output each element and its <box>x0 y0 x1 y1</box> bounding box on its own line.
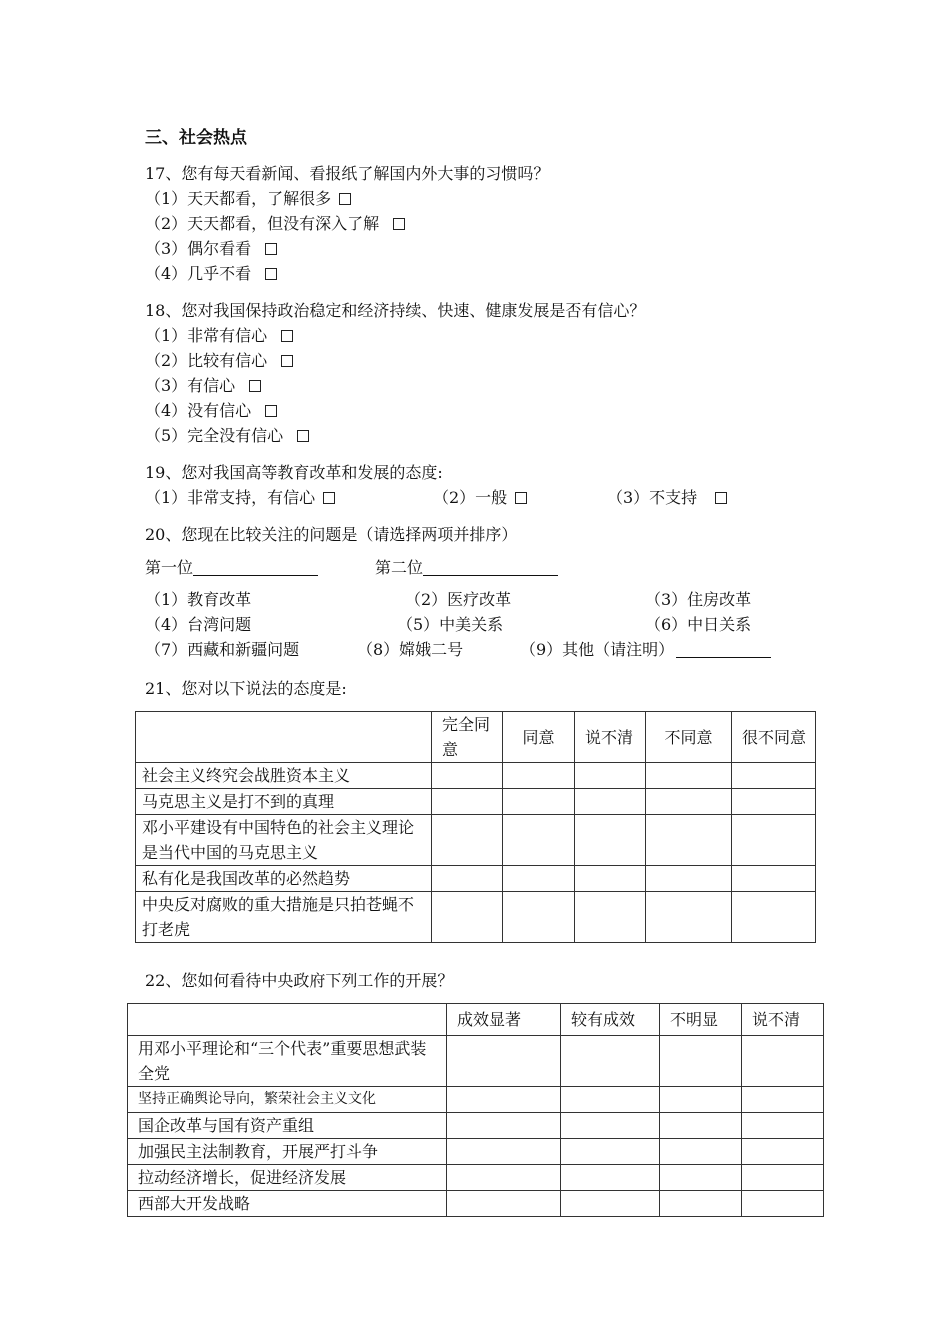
checkbox-square-icon[interactable] <box>323 492 335 504</box>
header-blank <box>128 1004 447 1036</box>
checkbox-square-icon[interactable] <box>515 492 527 504</box>
work-item-cell: 加强民主法制教育，开展严打斗争 <box>128 1139 447 1165</box>
q18-option-5-label: （5）完全没有信心 <box>145 426 284 445</box>
table-row <box>128 1191 824 1217</box>
q17-option-2[interactable] <box>145 213 405 235</box>
q20-option-8: （8）嫦娥二号 <box>357 640 464 659</box>
answer-cell[interactable] <box>575 815 646 866</box>
answer-cell[interactable] <box>432 892 503 943</box>
q20-option-6: （6）中日关系 <box>645 615 752 634</box>
answer-cell[interactable] <box>561 1191 660 1217</box>
answer-cell[interactable] <box>561 1139 660 1165</box>
q17-option-2-label: （2）天天都看，但没有深入了解 <box>145 214 380 233</box>
first-choice-label: 第一位 <box>145 558 194 577</box>
header-significant: 成效显著 <box>447 1004 561 1036</box>
q20-option-9-label: （9）其他（请注明） <box>520 640 675 659</box>
q18-option-1[interactable] <box>145 325 293 347</box>
q19-option-1[interactable] <box>145 487 335 509</box>
first-choice <box>145 557 318 579</box>
q19-option-2[interactable] <box>433 487 527 509</box>
q17-option-3[interactable] <box>145 238 277 260</box>
checkbox-square-icon[interactable] <box>265 268 277 280</box>
answer-cell[interactable] <box>732 789 816 815</box>
answer-cell[interactable] <box>742 1191 824 1217</box>
answer-cell[interactable] <box>732 892 816 943</box>
answer-cell[interactable] <box>575 789 646 815</box>
header-fully-agree: 完全同意 <box>432 712 503 763</box>
answer-cell[interactable] <box>575 892 646 943</box>
answer-cell[interactable] <box>503 815 575 866</box>
header-disagree: 不同意 <box>646 712 732 763</box>
header-unsure: 说不清 <box>742 1004 824 1036</box>
second-choice <box>375 557 558 579</box>
q18-option-2-label: （2）比较有信心 <box>145 351 268 370</box>
answer-cell[interactable] <box>503 789 575 815</box>
question-21: 21、您对以下说法的态度是: <box>145 679 347 698</box>
q19-option-3-label: （3）不支持 <box>607 488 698 507</box>
q18-option-3-label: （3）有信心 <box>145 376 236 395</box>
checkbox-square-icon[interactable] <box>393 218 405 230</box>
second-choice-blank[interactable] <box>423 559 558 576</box>
q18-option-5[interactable] <box>145 425 309 447</box>
checkbox-square-icon[interactable] <box>281 355 293 367</box>
answer-cell[interactable] <box>432 866 503 892</box>
work-item-cell: 拉动经济增长，促进经济发展 <box>128 1165 447 1191</box>
answer-cell[interactable] <box>432 763 503 789</box>
answer-cell[interactable] <box>503 892 575 943</box>
header-unsure: 说不清 <box>575 712 646 763</box>
header-fairly-effective: 较有成效 <box>561 1004 660 1036</box>
answer-cell[interactable] <box>432 815 503 866</box>
answer-cell[interactable] <box>503 763 575 789</box>
q17-option-4-label: （4）几乎不看 <box>145 264 252 283</box>
q17-option-1-label: （1）天天都看，了解很多 <box>145 189 332 208</box>
work-item-cell: 坚持正确舆论导向，繁荣社会主义文化 <box>128 1087 447 1113</box>
table-row <box>136 763 816 789</box>
q18-option-2[interactable] <box>145 350 293 372</box>
q17-option-4[interactable] <box>145 263 277 285</box>
statement-cell: 社会主义终究会战胜资本主义 <box>136 763 432 789</box>
answer-cell[interactable] <box>732 866 816 892</box>
q19-option-2-label: （2）一般 <box>433 488 508 507</box>
q20-option-5: （5）中美关系 <box>397 615 504 634</box>
checkbox-square-icon[interactable] <box>715 492 727 504</box>
answer-cell[interactable] <box>742 1087 824 1113</box>
work-item-cell: 国企改革与国有资产重组 <box>128 1113 447 1139</box>
table-row <box>128 1036 824 1087</box>
first-choice-blank[interactable] <box>193 559 318 576</box>
header-not-obvious: 不明显 <box>660 1004 742 1036</box>
header-blank <box>136 712 432 763</box>
answer-cell[interactable] <box>646 789 732 815</box>
answer-cell[interactable] <box>447 1165 561 1191</box>
table-row <box>136 866 816 892</box>
q20-option-1: （1）教育改革 <box>145 590 252 609</box>
header-strongly-disagree: 很不同意 <box>732 712 816 763</box>
checkbox-square-icon[interactable] <box>297 430 309 442</box>
answer-cell[interactable] <box>646 866 732 892</box>
answer-cell[interactable] <box>561 1165 660 1191</box>
q20-option-7: （7）西藏和新疆问题 <box>145 640 300 659</box>
answer-cell[interactable] <box>447 1139 561 1165</box>
answer-cell[interactable] <box>447 1191 561 1217</box>
checkbox-square-icon[interactable] <box>339 193 351 205</box>
statement-cell: 中央反对腐败的重大措施是只拍苍蝇不打老虎 <box>136 892 432 943</box>
q19-option-3[interactable] <box>607 487 727 509</box>
answer-cell[interactable] <box>646 815 732 866</box>
answer-cell[interactable] <box>660 1087 742 1113</box>
table-row <box>136 815 816 866</box>
table-row <box>136 892 816 943</box>
q18-option-3[interactable] <box>145 375 261 397</box>
statement-cell: 马克思主义是打不到的真理 <box>136 789 432 815</box>
work-item-cell: 用邓小平理论和“三个代表”重要思想武装全党 <box>128 1036 447 1087</box>
q17-option-3-label: （3）偶尔看看 <box>145 239 252 258</box>
answer-cell[interactable] <box>432 789 503 815</box>
answer-cell[interactable] <box>660 1139 742 1165</box>
header-agree: 同意 <box>503 712 575 763</box>
attitude-table <box>135 711 816 943</box>
answer-cell[interactable] <box>732 763 816 789</box>
q18-option-4-label: （4）没有信心 <box>145 401 252 420</box>
answer-cell[interactable] <box>742 1165 824 1191</box>
answer-cell[interactable] <box>660 1191 742 1217</box>
question-22: 22、您如何看待中央政府下列工作的开展？ <box>145 971 454 990</box>
checkbox-square-icon[interactable] <box>281 330 293 342</box>
answer-cell[interactable] <box>503 866 575 892</box>
statement-cell: 私有化是我国改革的必然趋势 <box>136 866 432 892</box>
q20-option-4: （4）台湾问题 <box>145 615 252 634</box>
table-row <box>128 1165 824 1191</box>
second-choice-label: 第二位 <box>375 558 424 577</box>
table-header-row <box>136 712 816 763</box>
other-specify-blank[interactable] <box>676 641 771 658</box>
question-20: 20、您现在比较关注的问题是（请选择两项并排序） <box>145 525 518 544</box>
q20-option-3: （3）住房改革 <box>645 590 752 609</box>
answer-cell[interactable] <box>575 866 646 892</box>
table-row <box>128 1113 824 1139</box>
answer-cell[interactable] <box>742 1036 824 1087</box>
answer-cell[interactable] <box>447 1087 561 1113</box>
answer-cell[interactable] <box>660 1036 742 1087</box>
question-17: 17、您有每天看新闻、看报纸了解国内外大事的习惯吗？ <box>145 164 550 183</box>
q18-option-4[interactable] <box>145 400 277 422</box>
table-row <box>136 789 816 815</box>
answer-cell[interactable] <box>561 1036 660 1087</box>
answer-cell[interactable] <box>646 763 732 789</box>
answer-cell[interactable] <box>732 815 816 866</box>
question-19: 19、您对我国高等教育改革和发展的态度: <box>145 463 443 482</box>
q18-option-1-label: （1）非常有信心 <box>145 326 268 345</box>
q20-option-9 <box>520 639 771 661</box>
answer-cell[interactable] <box>575 763 646 789</box>
checkbox-square-icon[interactable] <box>249 380 261 392</box>
work-item-cell: 西部大开发战略 <box>128 1191 447 1217</box>
answer-cell[interactable] <box>742 1139 824 1165</box>
table-row <box>128 1139 824 1165</box>
answer-cell[interactable] <box>561 1087 660 1113</box>
q20-option-2: （2）医疗改革 <box>405 590 512 609</box>
evaluation-table <box>127 1003 824 1217</box>
checkbox-square-icon[interactable] <box>265 243 277 255</box>
table-header-row <box>128 1004 824 1036</box>
answer-cell[interactable] <box>447 1036 561 1087</box>
q19-option-1-label: （1）非常支持，有信心 <box>145 488 316 507</box>
checkbox-square-icon[interactable] <box>265 405 277 417</box>
answer-cell[interactable] <box>660 1113 742 1139</box>
question-18: 18、您对我国保持政治稳定和经济持续、快速、健康发展是否有信心？ <box>145 301 646 320</box>
answer-cell[interactable] <box>742 1113 824 1139</box>
section-title: 三、社会热点 <box>145 128 247 148</box>
table-row <box>128 1087 824 1113</box>
answer-cell[interactable] <box>660 1165 742 1191</box>
answer-cell[interactable] <box>447 1113 561 1139</box>
answer-cell[interactable] <box>561 1113 660 1139</box>
statement-cell: 邓小平建设有中国特色的社会主义理论是当代中国的马克思主义 <box>136 815 432 866</box>
q17-option-1[interactable] <box>145 188 351 210</box>
answer-cell[interactable] <box>646 892 732 943</box>
